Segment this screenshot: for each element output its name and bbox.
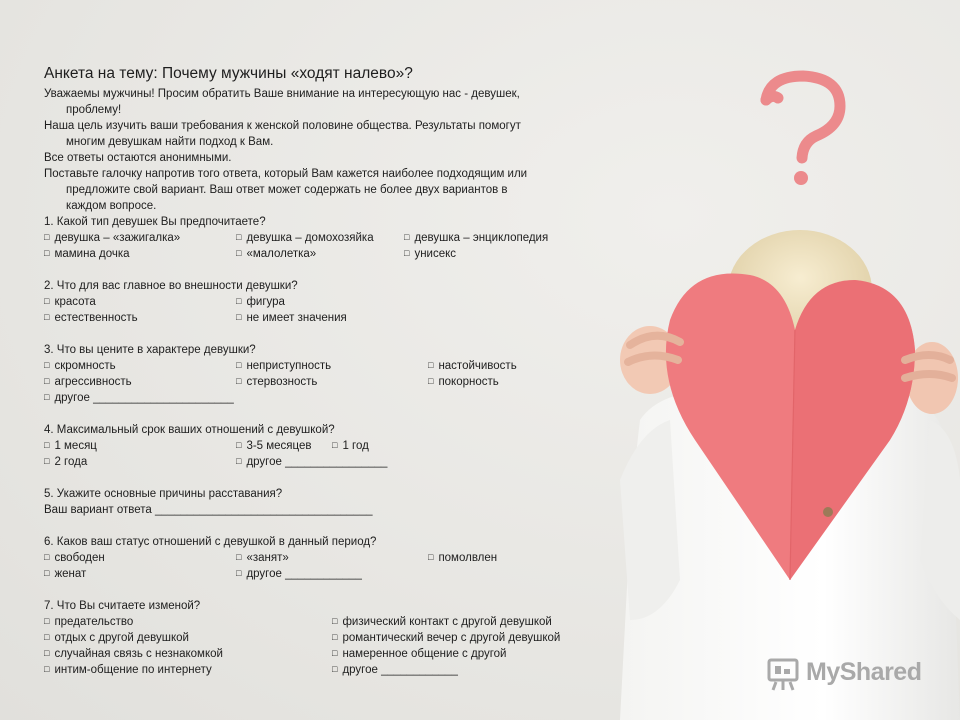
intro-line: Наша цель изучить ваши требования к женской половине общества. Результаты помогут — [44, 120, 521, 132]
option-row — [44, 550, 624, 566]
spacer — [44, 582, 624, 598]
survey-intro — [44, 86, 624, 214]
option-row — [44, 438, 624, 454]
checkbox-option[interactable]: □ покорность — [428, 374, 499, 390]
spacer — [44, 406, 624, 422]
spacer — [44, 518, 624, 534]
option-row — [44, 566, 624, 582]
checkbox-option[interactable]: □ настойчивость — [428, 358, 517, 374]
survey-questions — [44, 214, 624, 678]
checkbox-option[interactable]: □ 3-5 месяцев — [236, 438, 312, 454]
checkbox-option[interactable]: □ физический контакт с другой девушкой — [332, 614, 552, 630]
watermark-text: MyShared — [806, 658, 922, 686]
checkbox-option[interactable]: □ неприступность — [236, 358, 331, 374]
intro-line: многим девушкам найти подход к Вам. — [66, 136, 274, 148]
checkbox-option[interactable]: □ скромность — [44, 358, 116, 374]
myshared-watermark — [766, 656, 936, 696]
question-text: 7. Что Вы считаете изменой? — [44, 600, 201, 612]
checkbox-option[interactable]: □ унисекс — [404, 246, 456, 262]
checkbox-option[interactable]: □ интим-общение по интернету — [44, 662, 212, 678]
checkbox-option[interactable]: □ свободен — [44, 550, 105, 566]
intro-line: каждом вопросе. — [66, 200, 157, 212]
intro-line: предложите свой вариант. Ваш ответ может содержать не более двух вариантов в — [66, 184, 508, 196]
survey-content — [44, 64, 624, 678]
spacer — [44, 326, 624, 342]
spacer — [44, 262, 624, 278]
option-row — [44, 646, 624, 662]
free-answer-field[interactable]: Ваш вариант ответа __________________________________ — [44, 504, 373, 516]
presentation-board-icon — [766, 656, 800, 692]
option-row — [44, 230, 624, 246]
checkbox-option[interactable]: □ отдых с другой девушкой — [44, 630, 189, 646]
option-row — [44, 358, 624, 374]
intro-line: Уважаемы мужчины! Просим обратить Ваше внимание на интересующую нас - девушек, — [44, 88, 520, 100]
checkbox-option[interactable]: □ помолвлен — [428, 550, 497, 566]
checkbox-option[interactable]: □ 2 года — [44, 454, 87, 470]
checkbox-option[interactable]: □ фигура — [236, 294, 285, 310]
checkbox-option[interactable]: □ другое ______________________ — [44, 390, 234, 406]
checkbox-option[interactable]: □ девушка – энциклопедия — [404, 230, 548, 246]
spacer — [44, 470, 624, 486]
question-text: 3. Что вы цените в характере девушки? — [44, 344, 256, 356]
question-text: 4. Максимальный срок ваших отношений с девушкой? — [44, 424, 335, 436]
option-row — [44, 662, 624, 678]
checkbox-option[interactable]: □ агрессивность — [44, 374, 132, 390]
checkbox-option[interactable]: □ 1 год — [332, 438, 369, 454]
intro-line: проблему! — [66, 104, 122, 116]
intro-line: Все ответы остаются анонимными. — [44, 152, 232, 164]
checkbox-option[interactable]: □ красота — [44, 294, 96, 310]
option-row — [44, 246, 624, 262]
question-text: 2. Что для вас главное во внешности девушки? — [44, 280, 298, 292]
option-row — [44, 294, 624, 310]
option-row — [44, 454, 624, 470]
checkbox-option[interactable]: □ мамина дочка — [44, 246, 130, 262]
survey-title: Анкета на тему: Почему мужчины «ходят налево»? — [44, 65, 413, 82]
checkbox-option[interactable]: □ «занят» — [236, 550, 289, 566]
option-row — [44, 374, 624, 390]
checkbox-option[interactable]: □ девушка – домохозяйка — [236, 230, 374, 246]
checkbox-option[interactable]: □ другое ________________ — [236, 454, 387, 470]
option-row — [44, 390, 624, 406]
option-row — [44, 630, 624, 646]
checkbox-option[interactable]: □ намеренное общение с другой — [332, 646, 506, 662]
intro-line: Поставьте галочку напротив того ответа, который Вам кажется наиболее подходящим или — [44, 168, 528, 180]
checkbox-option[interactable]: □ женат — [44, 566, 86, 582]
checkbox-option[interactable]: □ не имеет значения — [236, 310, 347, 326]
checkbox-option[interactable]: □ романтический вечер с другой девушкой — [332, 630, 560, 646]
checkbox-option[interactable]: □ предательство — [44, 614, 133, 630]
question-text: 5. Укажите основные причины расставания? — [44, 488, 283, 500]
checkbox-option[interactable]: □ девушка – «зажигалка» — [44, 230, 180, 246]
question-mark-icon — [748, 68, 858, 188]
option-row — [44, 310, 624, 326]
checkbox-option[interactable]: □ 1 месяц — [44, 438, 97, 454]
option-row — [44, 614, 624, 630]
checkbox-option[interactable]: □ стервозность — [236, 374, 317, 390]
checkbox-option[interactable]: □ другое ____________ — [236, 566, 362, 582]
checkbox-option[interactable]: □ случайная связь с незнакомкой — [44, 646, 223, 662]
question-text: 1. Какой тип девушек Вы предпочитаете? — [44, 216, 266, 228]
checkbox-option[interactable]: □ другое ____________ — [332, 662, 458, 678]
question-text: 6. Каков ваш статус отношений с девушкой в данный период? — [44, 536, 377, 548]
checkbox-option[interactable]: □ естественность — [44, 310, 138, 326]
checkbox-option[interactable]: □ «малолетка» — [236, 246, 316, 262]
